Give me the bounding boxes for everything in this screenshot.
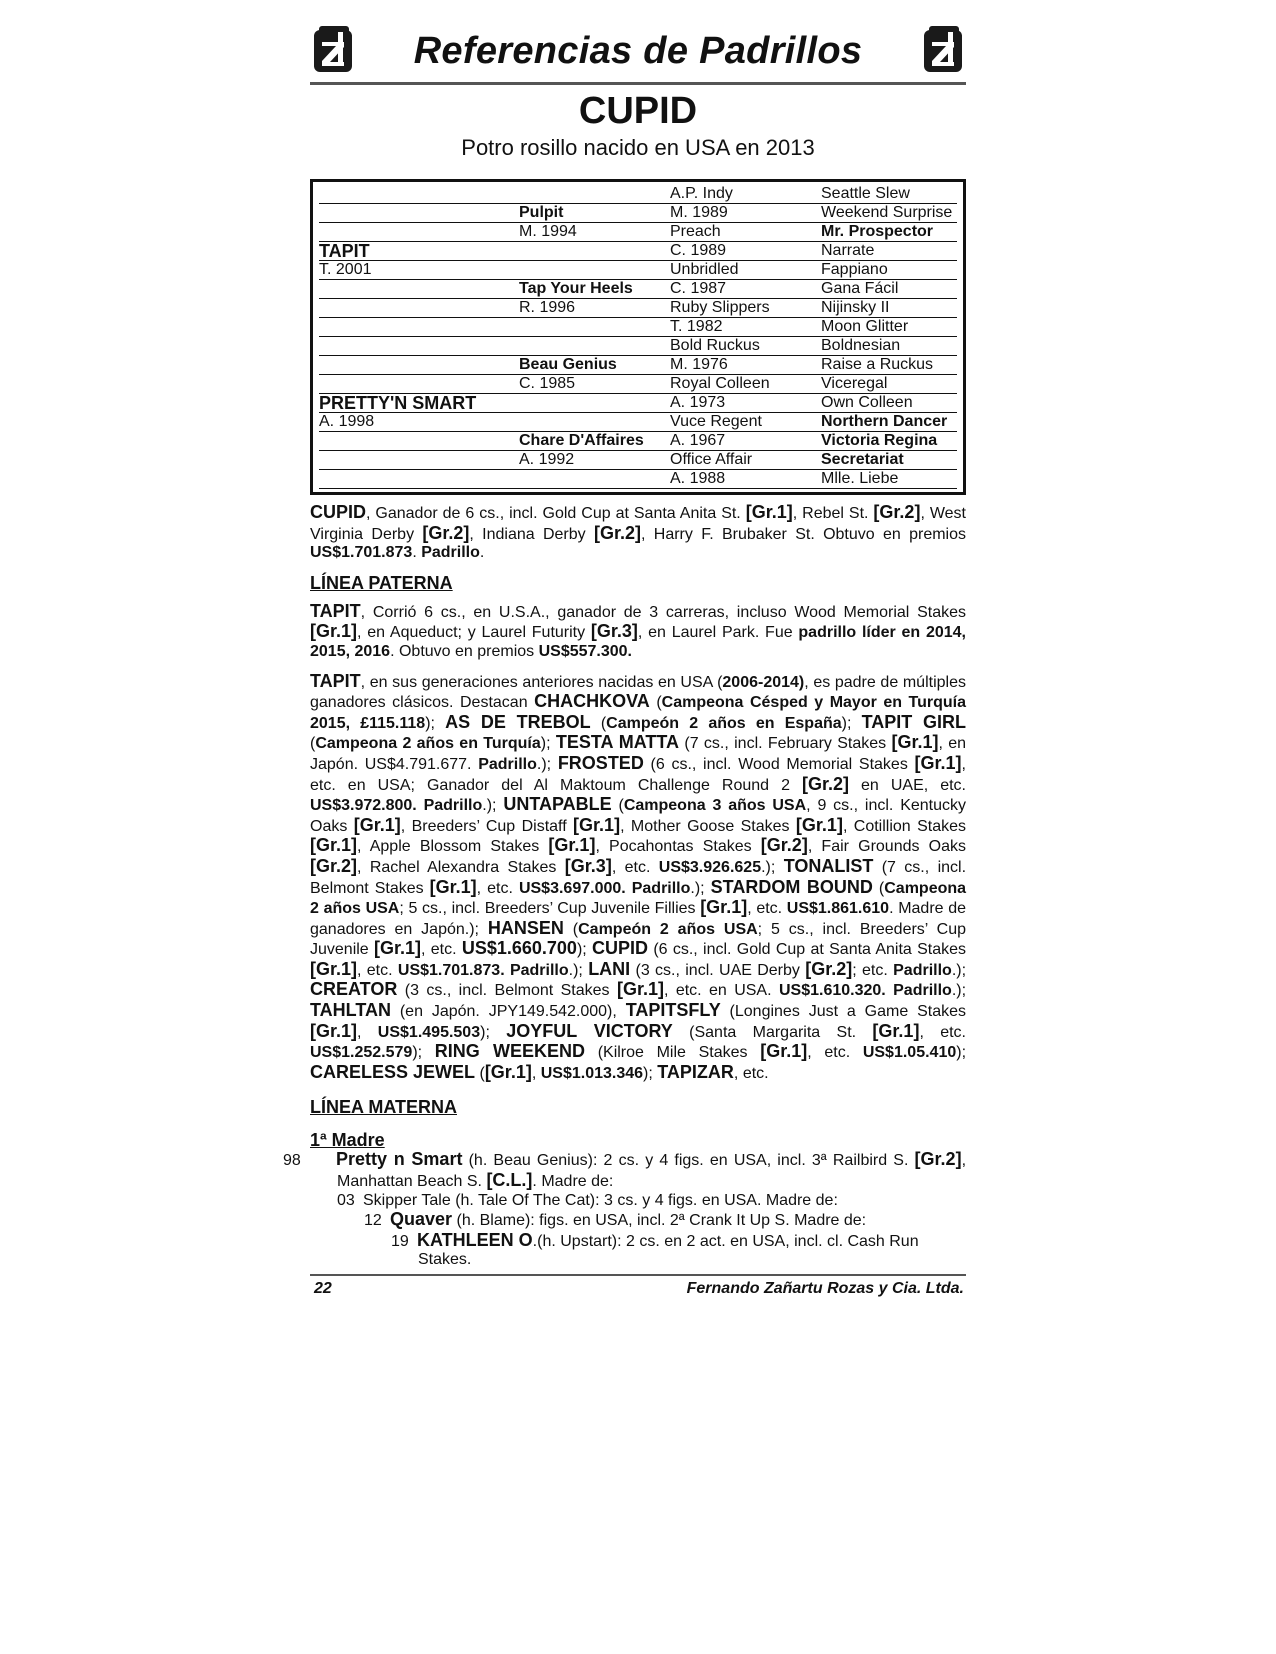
pedigree-row: [319, 280, 957, 299]
pedigree-cell: Gana Fácil: [821, 280, 957, 299]
pedigree-cell: [519, 261, 670, 280]
pedigree-row: [319, 299, 957, 318]
pedigree-cell: A. 1992: [519, 451, 670, 470]
pedigree-row: [319, 204, 957, 223]
pedigree-cell: [519, 318, 670, 337]
pedigree-cell: Weekend Surprise: [821, 204, 957, 223]
pedigree-cell: Nijinsky II: [821, 299, 957, 318]
pedigree-row: [319, 356, 957, 375]
pedigree-cell: [319, 318, 519, 337]
pedigree-row: [319, 223, 957, 242]
pedigree-cell: Victoria Regina: [821, 432, 957, 451]
pedigree-cell: Secretariat: [821, 451, 957, 470]
pedigree-rows: [319, 185, 957, 489]
pedigree-cell: Chare D'Affaires: [519, 432, 670, 451]
pedigree-cell: Fappiano: [821, 261, 957, 280]
pedigree-cell: T. 1982: [670, 318, 821, 337]
pedigree-row: [319, 470, 957, 489]
pedigree-cell: Ruby Slippers: [670, 299, 821, 318]
pedigree-cell: Mr. Prospector: [821, 223, 957, 242]
pedigree-cell: A. 1998: [319, 413, 519, 432]
paternal-paragraph-2: TAPIT, en sus generaciones anteriores nacidas en USA (2006-2014), es padre de múltiples ganadores clásicos. Destacan CHACHKOVA (Campeona Césped y Mayor en Turquía 2015, £115.118); AS DE TREBOL (Campeón 2 años en España); TAPIT GIRL (Campeona 2 años en Turquía); TESTA MATTA (7 cs., incl. February Stakes [Gr.1], en Japón. US$4.791.677. Padrillo.); FROSTED (6 cs., incl. Wood Memorial Stakes [Gr.1], etc. en USA; Ganador del Al Maktoum Challenge Round 2 [Gr.2] en UAE, etc. US$3.972.800. Padrillo.); UNTAPABLE (Campeona 3 años USA, 9 cs., incl. Kentucky Oaks [Gr.1], Breeders’ Cup Distaff [Gr.1], Mother Goose Stakes [Gr.1], Cotillion Stakes [Gr.1], Apple Blossom Stakes [Gr.1], Pocahontas Stakes [Gr.2], Fair Grounds Oaks [Gr.2], Rachel Alexandra Stakes [Gr.3], etc. US$3.926.625.); TONALIST (7 cs., incl. Belmont Stakes [Gr.1], etc. US$3.697.000. Padrillo.); STARDOM BOUND (Campeona 2 años USA; 5 cs., incl. Breeders’ Cup Juvenile Fillies [Gr.1], etc. US$1.861.610. Madre de ganadores en Japón.); HANSEN (Campeón 2 años USA; 5 cs., incl. Breeders’ Cup Juvenile [Gr.1], etc. US$1.660.700); CUPID (6 cs., incl. Gold Cup at Santa Anita Stakes [Gr.1], etc. US$1.701.873. Padrillo.); LANI (3 cs., incl. UAE Derby [Gr.2]; etc. Padrillo.); CREATOR (3 cs., incl. Belmont Stakes [Gr.1], etc. en USA. US$1.610.320. Padrillo.); TAHLTAN (en Japón. JPY149.542.000), TAPITSFLY (Longines Just a Game Stakes [Gr.1], US$1.495.503); JOYFUL VICTORY (Santa Margarita St. [Gr.1], etc. US$1.252.579); RING WEEKEND (Kilroe Mile Stakes [Gr.1], etc. US$1.05.410); CARELESS JEWEL ([Gr.1], US$1.013.346); TAPIZAR, etc.: [310, 670, 967, 1082]
pedigree-cell: A. 1988: [670, 470, 821, 489]
pedigree-row: [319, 261, 957, 280]
page-number: 22: [314, 1280, 332, 1297]
paternal-paragraph-1: TAPIT, Corrió 6 cs., en U.S.A., ganador de 3 carreras, incluso Wood Memorial Stakes [Gr.1], en Aqueduct; y Laurel Futurity [Gr.3], en Laurel Park. Fue padrillo líder en 2014, 2015, 2016. Obtuvo en premios US$557.300.: [310, 600, 967, 660]
pedigree-row: [319, 318, 957, 337]
pedigree-cell: [519, 185, 670, 204]
horse-name: CUPID: [578, 90, 698, 132]
pedigree-cell: [319, 451, 519, 470]
pedigree-cell: Viceregal: [821, 375, 957, 394]
pedigree-row: [319, 394, 957, 413]
pedigree-cell: Moon Glitter: [821, 318, 957, 337]
pedigree-row: [319, 413, 957, 432]
pedigree-cell: R. 1996: [519, 299, 670, 318]
pedigree-table: [310, 179, 966, 495]
family-line-2: 03 Skipper Tale (h. Tale Of The Cat): 3 cs. y 4 figs. en USA. Madre de:: [337, 1191, 838, 1209]
pedigree-cell: [519, 413, 670, 432]
pedigree-cell: T. 2001: [319, 261, 519, 280]
document-title: Referencias de Padrillos: [413, 30, 863, 72]
pedigree-cell: [519, 394, 670, 413]
pedigree-cell: Narrate: [821, 242, 957, 261]
pedigree-cell: [319, 432, 519, 451]
pedigree-cell: [319, 204, 519, 223]
pedigree-row: [319, 242, 957, 261]
header-rule: [310, 82, 966, 85]
family-line-4: 19 KATHLEEN O.(h. Upstart): 2 cs. en 2 act. en USA, incl. cl. Cash Run Stakes.: [391, 1229, 919, 1269]
document-page: [283, 22, 967, 1302]
pedigree-cell: Pulpit: [519, 204, 670, 223]
pedigree-cell: TAPIT: [319, 242, 519, 261]
pedigree-cell: PRETTY'N SMART: [319, 394, 519, 413]
family-line-1: 98 Pretty n Smart (h. Beau Genius): 2 cs. y 4 figs. en USA, incl. 3ª Railbird S. [Gr.2], Manhattan Beach S. [C.L.]. Madre de:: [283, 1149, 967, 1191]
pedigree-cell: [319, 470, 519, 489]
pedigree-cell: Own Colleen: [821, 394, 957, 413]
pedigree-cell: Beau Genius: [519, 356, 670, 375]
pedigree-cell: [519, 242, 670, 261]
pedigree-cell: [319, 223, 519, 242]
page-header: [310, 22, 966, 80]
maternal-line-heading: LÍNEA MATERNA: [310, 1097, 457, 1118]
paternal-line-heading: LÍNEA PATERNA: [310, 572, 453, 593]
horse-description: Potro rosillo nacido en USA en 2013: [461, 135, 815, 160]
pedigree-cell: [319, 299, 519, 318]
family-line-3: 12 Quaver (h. Blame): figs. en USA, incl. 2ª Crank It Up S. Madre de:: [364, 1209, 867, 1230]
pedigree-cell: Unbridled: [670, 261, 821, 280]
pedigree-cell: A. 1973: [670, 394, 821, 413]
pedigree-cell: A.P. Indy: [670, 185, 821, 204]
pedigree-cell: Mlle. Liebe: [821, 470, 957, 489]
pedigree-cell: [519, 337, 670, 356]
pedigree-cell: Bold Ruckus: [670, 337, 821, 356]
pedigree-cell: C. 1987: [670, 280, 821, 299]
pedigree-cell: Raise a Ruckus: [821, 356, 957, 375]
pedigree-row: [319, 451, 957, 470]
pedigree-cell: Boldnesian: [821, 337, 957, 356]
pedigree-cell: C. 1989: [670, 242, 821, 261]
company-name: Fernando Zañartu Rozas y Cia. Ltda.: [686, 1280, 964, 1297]
pedigree-cell: [519, 470, 670, 489]
first-dam-heading: 1ª Madre: [310, 1130, 385, 1151]
pedigree-cell: [319, 337, 519, 356]
pedigree-cell: M. 1976: [670, 356, 821, 375]
pedigree-cell: M. 1989: [670, 204, 821, 223]
pedigree-cell: [319, 375, 519, 394]
pedigree-cell: Vuce Regent: [670, 413, 821, 432]
pedigree-row: [319, 185, 957, 204]
pedigree-cell: Office Affair: [670, 451, 821, 470]
pedigree-cell: M. 1994: [519, 223, 670, 242]
summary-paragraph: CUPID, Ganador de 6 cs., incl. Gold Cup at Santa Anita St. [Gr.1], Rebel St. [Gr.2], West Virginia Derby [Gr.2], Indiana Derby [Gr.2], Harry F. Brubaker St. Obtuvo en premios US$1.701.873. Padrillo.: [310, 502, 967, 562]
pedigree-cell: [319, 185, 519, 204]
pedigree-cell: Tap Your Heels: [519, 280, 670, 299]
pedigree-row: [319, 337, 957, 356]
page-footer: [310, 1274, 966, 1302]
pedigree-cell: Northern Dancer: [821, 413, 957, 432]
pedigree-cell: C. 1985: [519, 375, 670, 394]
pedigree-cell: A. 1967: [670, 432, 821, 451]
pedigree-cell: Preach: [670, 223, 821, 242]
pedigree-cell: Seattle Slew: [821, 185, 957, 204]
pedigree-cell: [319, 356, 519, 375]
pedigree-cell: Royal Colleen: [670, 375, 821, 394]
pedigree-cell: [319, 280, 519, 299]
pedigree-row: [319, 375, 957, 394]
stud-logo-right: [920, 24, 966, 74]
pedigree-row: [319, 432, 957, 451]
